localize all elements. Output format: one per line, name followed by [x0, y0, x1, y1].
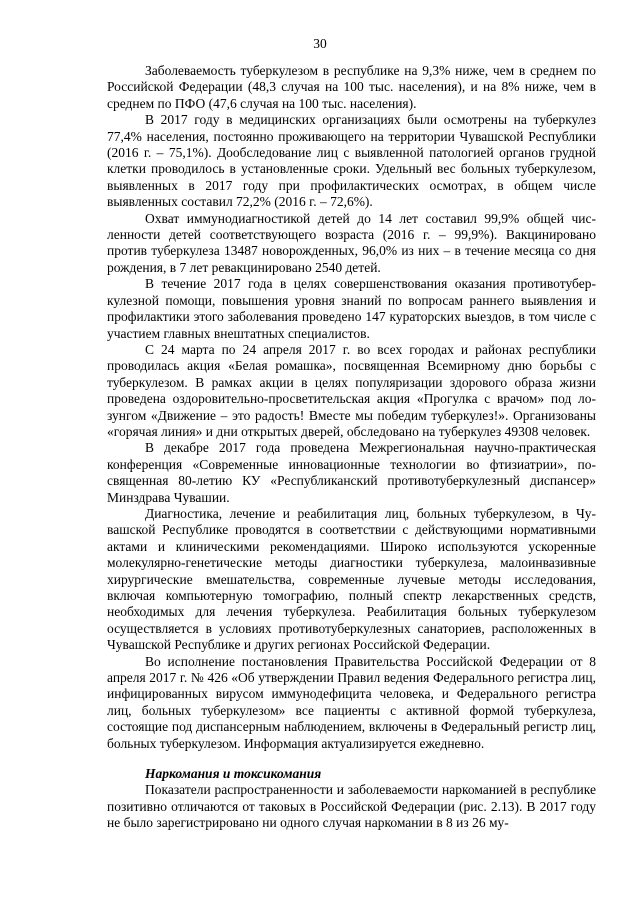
paragraph-immunodiagnostics: Охват иммунодиагностикой детей до 14 лет составил 99,9% общей численности детей соответствующего возраста (2016 г. – 99,9%). Вакцинировано против туберкулеза 13487 новорожденных, 96,0% из них – в течение месяца со дня рождения, в 7 лет ревакцинировано 2540 детей. [107, 210, 596, 275]
paragraph-incidence: Заболеваемость туберкулезом в республике на 9,3% ниже, чем в среднем по Российской Федерации (48,3 случая на 100 тыс. населения), и на 8% ниже, чем в среднем по ПФО (47,6 случая на 100 тыс. населения). [107, 63, 596, 111]
body-text [107, 63, 596, 832]
paragraph-curator-visits: В течение 2017 года в целях совершенствования оказания противотуберкулезной помощи, повышения уровня знаний по вопросам раннего выявления и профилактики этого заболевания проведено 147 кураторских выездов, в том числе с участием главных внештатных специалистов. [107, 276, 596, 341]
paragraph-narcomania: Показатели распространенности и заболеваемости наркоманией в республике позитивно отличаются от таковых в Российской Федерации (рис. 2.13). В 2017 году не было зарегистрировано ни одного случая наркомании в 8 из 26 му- [107, 782, 596, 831]
paragraph-screening: В 2017 году в медицинских организациях были осмотрены на туберкулез 77,4% населения, постоянно проживающего на территории Чувашской Республики (2016 г. – 75,1%). Дообследование лиц с выявленной патологией органов грудной клетки проводилось в установленные сроки. Удельный вес больных туберкулезом, выявленных в 2017 году при профилактических осмотрах, в общем числе выявленных составил 72,2% (2016 г. – 72,6%). [107, 112, 596, 210]
section-title: Наркомания и токсикомания [145, 766, 322, 782]
page-number: 30 [313, 36, 327, 51]
paragraph-diagnostics-treatment: Диагностика, лечение и реабилитация лиц, больных туберкулезом, в Чувашской Республике проводятся в соответствии с действующими нормативными актами и клиническими рекомендациями. Широко используются ускоренные молекулярно-генетические методы диагностики туберкулеза, малоинвазивные хирургические вмешательства, современные лучевые методы исследования, включая компьютерную томографию, полный спектр лекарственных средств, необходимых для лечения туберкулеза. Реабилитация больных туберкулезом осуществляется в условиях противотуберкулезных санаториев, расположенных в Чувашской Республике и других регионах Российской Федерации. [107, 505, 596, 653]
paragraph-white-chamomile: С 24 марта по 24 апреля 2017 г. во всех городах и районах республики проводилась акция «Белая ромашка», посвященная Всемирному дню борьбы с туберкулезом. В рамках акции в целях популяризации здорового образа жизни проведена оздоровительно-просветительская акция «Прогулка с врачом» под лозунгом «Движение – это радость! Вместе мы победим туберкулез!». Организованы «горячая линия» и дни открытых дверей, обследовано на туберкулез 49308 человек. [107, 341, 596, 439]
paragraph-conference: В декабре 2017 года проведена Межрегиональная научно-практическая конференция «Современные инновационные технологии во фтизиатрии», посвященная 80-летию КУ «Республиканский противотуберкулезный диспансер» Минздрава Чувашии. [107, 440, 596, 505]
paragraph-federal-register: Во исполнение постановления Правительства Российской Федерации от 8 апреля 2017 г. № 426 «Об утверждении Правил ведения Федерального регистра лиц, инфицированных вирусом иммунодефицита человека, и Федерального регистра лиц, больных туберкулезом» все пациенты с активной формой туберкулеза, состоящие под диспансерным наблюдением, включены в Федеральный регистр лиц, больных туберкулезом. Информация актуализируется ежедневно. [107, 653, 596, 751]
